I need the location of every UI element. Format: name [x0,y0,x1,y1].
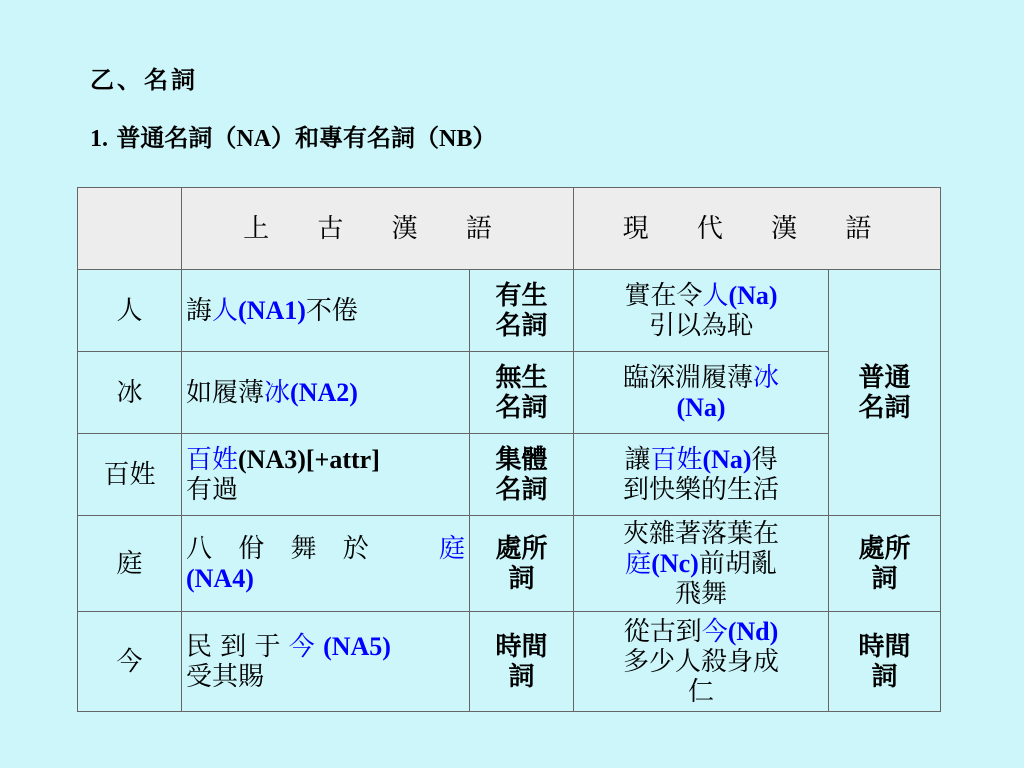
category-line: 集體 [495,444,548,475]
modern-line [578,677,824,707]
category-cell [470,434,574,516]
category-line: 詞 [508,661,535,692]
modern-category-cell [829,612,941,712]
term-cell: 人 [78,270,182,352]
subsection-text-c: ） [472,123,497,152]
modern-text: 得 [751,444,778,475]
ancient-text: 受其賜 [186,661,265,692]
modern-highlight: 人 [702,280,729,311]
common-noun-category-cell [829,270,941,516]
table-row [78,612,941,712]
category-line: 名詞 [858,392,911,423]
modern-example-cell [574,434,829,516]
term-cell: 冰 [78,352,182,434]
modern-text: 前胡亂 [698,548,777,579]
table-row [78,434,941,516]
ancient-text: 民 到 于 [186,631,281,662]
ancient-tag: (NA3)[+attr] [238,444,380,474]
subsection-number: 1. [90,126,108,152]
subsection-text-a: 普通名詞（ [116,123,237,152]
modern-tag: (Nc) [651,548,699,578]
modern-tag: (Na) [702,444,752,474]
ancient-line [186,632,465,662]
term-cell: 百姓 [78,434,182,516]
ancient-example-cell [182,612,470,712]
category-line: 詞 [508,563,535,594]
modern-line [578,617,824,647]
modern-text: 引以為恥 [649,310,754,341]
ancient-text: 誨 [186,295,213,326]
modern-text: 夾雜著落葉在 [623,518,780,549]
subsection-heading [90,118,496,153]
ancient-tag: (NA5) [323,631,391,661]
category-cell [470,352,574,434]
modern-text: 讓 [624,444,651,475]
modern-text: 到快樂的生活 [623,474,780,505]
modern-line [578,475,824,505]
category-line: 名詞 [495,310,548,341]
category-line: 無生 [495,362,548,393]
modern-line [578,519,824,549]
category-line: 名詞 [495,474,548,505]
ancient-example-cell [182,352,470,434]
category-line: 詞 [871,563,898,594]
section-heading: 乙、名詞 [90,65,198,94]
ancient-highlight: 庭 [438,533,465,564]
category-line: 時間 [858,631,911,662]
ancient-example-cell [182,434,470,516]
modern-line [578,647,824,677]
modern-highlight: 今 [701,616,728,647]
subsection-text-b: ）和專有名詞（ [271,123,440,152]
table-row [78,270,941,352]
modern-text: 多少人殺身成 [623,646,780,677]
table-row [78,352,941,434]
modern-example-cell [574,270,829,352]
modern-text: 臨深淵履薄 [623,362,754,393]
category-line: 有生 [495,280,548,311]
modern-line [578,579,824,609]
category-line: 時間 [495,631,548,662]
category-line: 普通 [858,362,911,393]
modern-text: 仁 [688,676,715,707]
modern-line [578,445,824,475]
table-row [78,516,941,612]
modern-example-cell [574,352,829,434]
category-cell [470,270,574,352]
category-cell [470,516,574,612]
modern-tag: (Na) [676,392,726,422]
ancient-example-cell [182,516,470,612]
header-modern-chinese: 現 代 漢 語 [574,188,941,270]
term-cell: 庭 [78,516,182,612]
modern-text: 飛舞 [675,578,728,609]
ancient-tag: (NA2) [290,377,358,407]
table-header-row [78,188,941,270]
modern-example-cell [574,612,829,712]
modern-line [578,363,824,393]
ancient-text: 八 佾 舞 於 [186,533,369,564]
modern-line [578,393,824,423]
ancient-highlight: 今 [288,631,315,662]
modern-text: 實在令 [624,280,703,311]
ancient-tag: (NA1) [238,295,306,325]
ancient-example-cell [182,270,470,352]
ancient-text: 有過 [186,474,239,505]
modern-tag: (Nd) [727,616,779,646]
ancient-line [186,534,465,564]
header-corner-cell [78,188,182,270]
modern-highlight: 庭 [625,548,652,579]
term-cell: 今 [78,612,182,712]
modern-line [578,549,824,579]
ancient-tag: (NA4) [186,563,254,593]
modern-highlight: 冰 [753,362,780,393]
category-line: 處所 [858,533,911,564]
modern-line [578,281,824,311]
modern-category-cell [829,516,941,612]
modern-highlight: 百姓 [650,444,703,475]
modern-text: 從古到 [623,616,702,647]
ancient-text: 如履薄 [186,377,265,408]
modern-line [578,311,824,341]
header-ancient-chinese: 上 古 漢 語 [182,188,574,270]
category-line: 名詞 [495,392,548,423]
ancient-text: 不倦 [305,295,358,326]
ancient-highlight: 冰 [264,377,291,408]
category-line: 詞 [871,661,898,692]
ancient-highlight: 人 [212,295,239,326]
noun-comparison-table [77,187,941,712]
category-cell [470,612,574,712]
subsection-code-b: NB [439,126,473,152]
modern-tag: (Na) [728,280,778,310]
category-line: 處所 [495,533,548,564]
modern-example-cell [574,516,829,612]
subsection-code-a: NA [236,126,272,152]
ancient-highlight: 百姓 [186,444,239,475]
